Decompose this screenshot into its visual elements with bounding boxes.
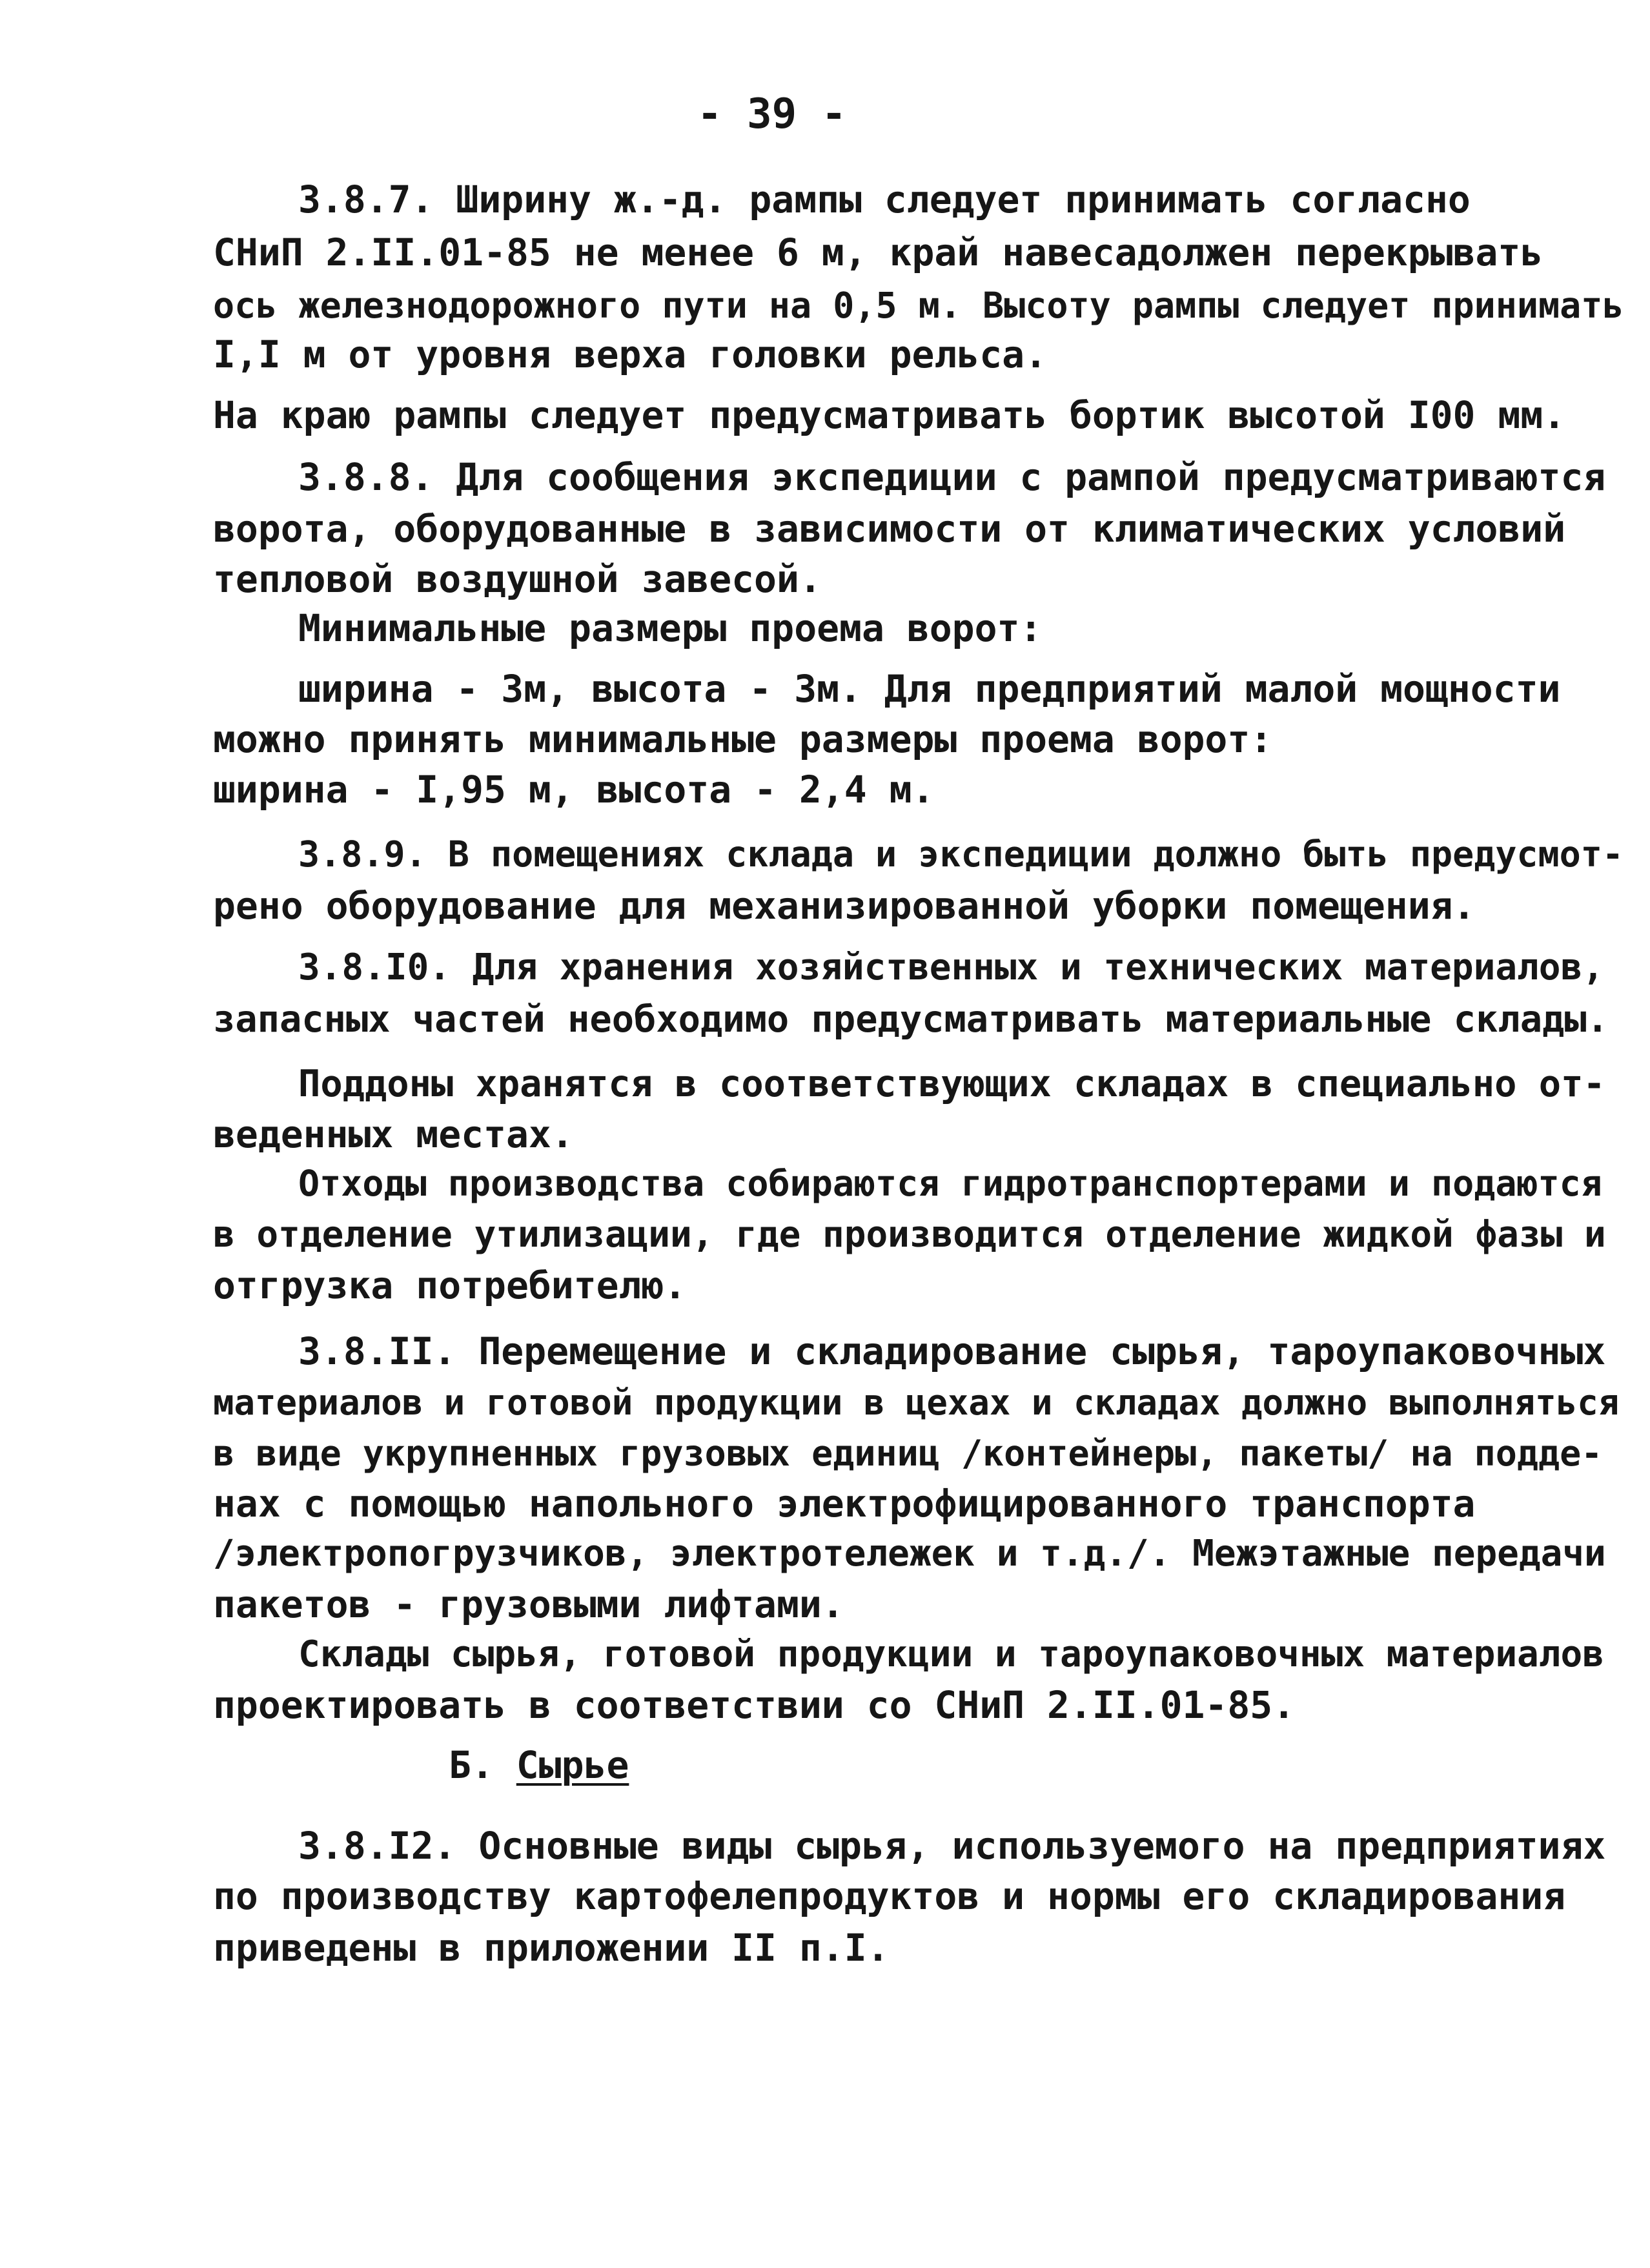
- text-line: /электропогрузчиков, электротележек и т.д./. Межэтажные передачи: [213, 1533, 1606, 1575]
- text-line: I,I м от уровня верха головки рельса.: [213, 332, 1048, 376]
- text-line: проектировать в соответствии со СНиП 2.II.01-85.: [213, 1683, 1296, 1727]
- text-line: запасных частей необходимо предусматривать материальные склады.: [213, 998, 1609, 1041]
- text-line: На краю рампы следует предусматривать бортик высотой I00 мм.: [213, 393, 1566, 437]
- text-line: по производству картофелепродуктов и нормы его складирования: [213, 1874, 1566, 1918]
- text-line: ворота, оборудованные в зависимости от климатических условий: [213, 507, 1566, 551]
- text-line: приведены в приложении II п.I.: [213, 1926, 890, 1970]
- text-line: в виде укрупненных грузовых единиц /контейнеры, пакеты/ на подде-: [213, 1433, 1603, 1474]
- text-line: можно принять минимальные размеры проема ворот:: [213, 717, 1273, 761]
- text-line: Минимальные размеры проема ворот:: [298, 606, 1043, 650]
- text-line: ширина - I,95 м, высота - 2,4 м.: [213, 768, 935, 812]
- text-line: 3.8.I0. Для хранения хозяйственных и технических материалов,: [298, 946, 1604, 988]
- text-line: Отходы производства собираются гидротранспортерами и подаются: [298, 1163, 1602, 1204]
- text-line: пакетов - грузовыми лифтами.: [213, 1582, 844, 1626]
- text-line: веденных местах.: [213, 1112, 574, 1156]
- text-line: ширина - 3м, высота - 3м. Для предприятий малой мощности: [298, 667, 1561, 711]
- section-heading: [449, 1743, 629, 1787]
- text-line: отгрузка потребителю.: [213, 1263, 687, 1307]
- text-line: ось железнодорожного пути на 0,5 м. Высоту рампы следует принимать: [213, 285, 1624, 326]
- text-line: 3.8.7. Ширину ж.-д. рампы следует принимать согласно: [298, 178, 1471, 221]
- section-heading-prefix: Б.: [449, 1743, 516, 1787]
- page-number: - 39 -: [697, 90, 847, 138]
- section-heading-title: Сырье: [516, 1743, 629, 1787]
- text-line: 3.8.9. В помещениях склада и экспедиции должно быть предусмот-: [298, 833, 1624, 875]
- text-line: СНиП 2.II.01-85 не менее 6 м, край навесадолжен перекрывать: [213, 230, 1543, 274]
- text-line: 3.8.I2. Основные виды сырья, используемого на предприятиях: [298, 1824, 1606, 1868]
- text-line: 3.8.8. Для сообщения экспедиции с рампой предусматриваются: [298, 455, 1606, 499]
- text-line: материалов и готовой продукции в цехах и складах должно выполняться: [213, 1382, 1620, 1423]
- text-line: в отделение утилизации, где производится отделение жидкой фазы и: [213, 1214, 1606, 1256]
- text-line: 3.8.II. Перемещение и складирование сырья, тароупаковочных: [298, 1329, 1606, 1373]
- text-line: рено оборудование для механизированной уборки помещения.: [213, 884, 1476, 928]
- text-line: тепловой воздушной завесой.: [213, 557, 822, 601]
- text-line: Поддоны хранятся в соответствующих складах в специально от-: [298, 1063, 1605, 1105]
- text-line: нах с помощью напольного электрофицированного транспорта: [213, 1482, 1476, 1526]
- text-line: Склады сырья, готовой продукции и тароупаковочных материалов: [298, 1633, 1604, 1675]
